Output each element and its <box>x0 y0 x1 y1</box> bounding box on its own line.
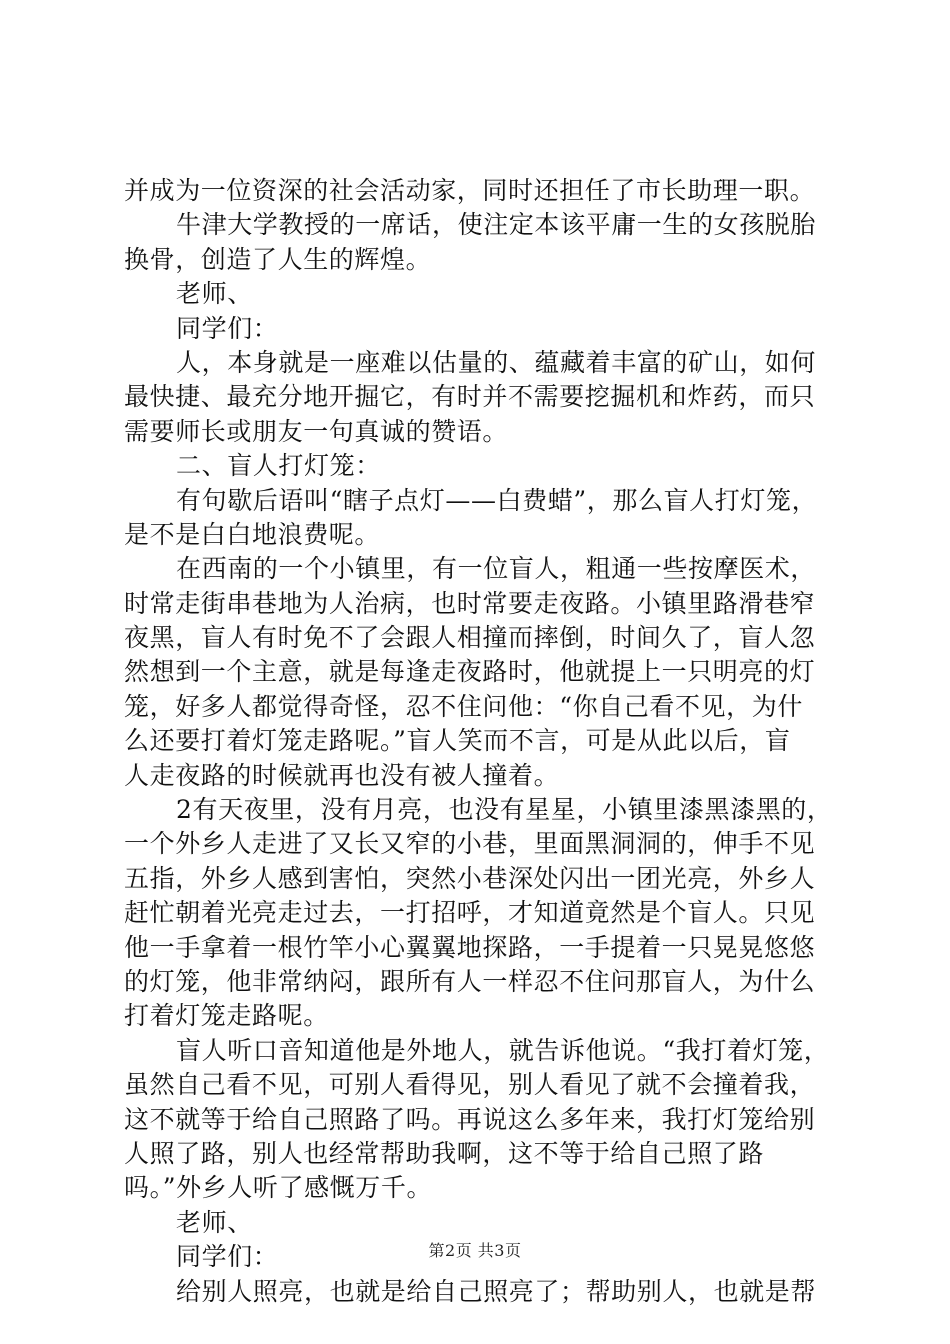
text-line: 同学们： <box>176 1242 279 1272</box>
text-line: 人走夜路的时候就再也没有被人撞着。 <box>124 760 560 790</box>
text-line: 老师、 <box>176 279 253 309</box>
text-line: 人，本身就是一座难以估量的、蕴藏着丰富的矿山，如何 <box>176 347 817 377</box>
text-line: 的灯笼，他非常纳闷，跟所有人一样忍不住问那盲人，为什么 <box>124 966 816 996</box>
text-line: 牛津大学教授的一席话，使注定本该平庸一生的女孩脱胎 <box>176 210 817 240</box>
text-line: 老师、 <box>176 1207 253 1237</box>
text-line: 然想到一个主意，就是每逢走夜路时，他就提上一只明亮的灯 <box>124 657 816 687</box>
text-line: 吗。”外乡人听了感慨万千。 <box>124 1173 433 1203</box>
text-line: 需要师长或朋友一句真诚的赞语。 <box>124 416 509 446</box>
text-line: 最快捷、最充分地开掘它，有时并不需要挖掘机和炸药，而只 <box>124 382 816 412</box>
text-line: 他一手拿着一根竹竿小心翼翼地探路，一手提着一只晃晃悠悠 <box>124 932 816 962</box>
text-line: 赶忙朝着光亮走过去，一打招呼，才知道竟然是个盲人。只见 <box>124 898 816 928</box>
text-line: 虽然自己看不见，可别人看得见，别人看见了就不会撞着我， <box>124 1070 816 1100</box>
text-line: 2有天夜里，没有月亮，也没有星星，小镇里漆黑漆黑的， <box>176 795 833 825</box>
text-line: 换骨，创造了人生的辉煌。 <box>124 244 432 274</box>
text-line: 人照了路，别人也经常帮助我啊，这不等于给自己照了路 <box>124 1138 765 1168</box>
text-line: 二、盲人打灯笼： <box>176 451 381 481</box>
text-line: 有句歇后语叫“瞎子点灯——白费蜡”，那么盲人打灯笼， <box>176 485 818 515</box>
text-line: 在西南的一个小镇里，有一位盲人，粗通一些按摩医术， <box>176 554 817 584</box>
text-line: 同学们： <box>176 313 279 343</box>
text-line: 打着灯笼走路呢。 <box>124 1001 329 1031</box>
text-line: 五指，外乡人感到害怕，突然小巷深处闪出一团光亮，外乡人 <box>124 863 816 893</box>
document-body <box>124 174 834 1309</box>
text-line: 一个外乡人走进了又长又窄的小巷，里面黑洞洞的，伸手不见 <box>124 829 816 859</box>
text-line: 给别人照亮，也就是给自己照亮了；帮助别人，也就是帮 <box>176 1276 817 1306</box>
text-line: 这不就等于给自己照路了吗。再说这么多年来，我打灯笼给别 <box>124 1104 816 1134</box>
text-line: 盲人听口音知道他是外地人，就告诉他说。“我打着灯笼， <box>176 1035 830 1065</box>
text-line: 并成为一位资深的社会活动家，同时还担任了市长助理一职。 <box>124 176 816 205</box>
text-line: 是不是白白地浪费呢。 <box>124 519 381 549</box>
text-line: 么还要打着灯笼走路呢。”盲人笑而不言，可是从此以后，盲 <box>124 726 791 756</box>
text-line: 笼，好多人都觉得奇怪，忍不住问他：“你自己看不见，为什 <box>124 691 803 721</box>
text-line: 夜黑，盲人有时免不了会跟人相撞而摔倒，时间久了，盲人忽 <box>124 623 816 653</box>
text-line: 时常走街串巷地为人治病，也时常要走夜路。小镇里路滑巷窄 <box>124 588 816 618</box>
page-number-footer: 第2页 共3页 <box>428 1241 522 1260</box>
